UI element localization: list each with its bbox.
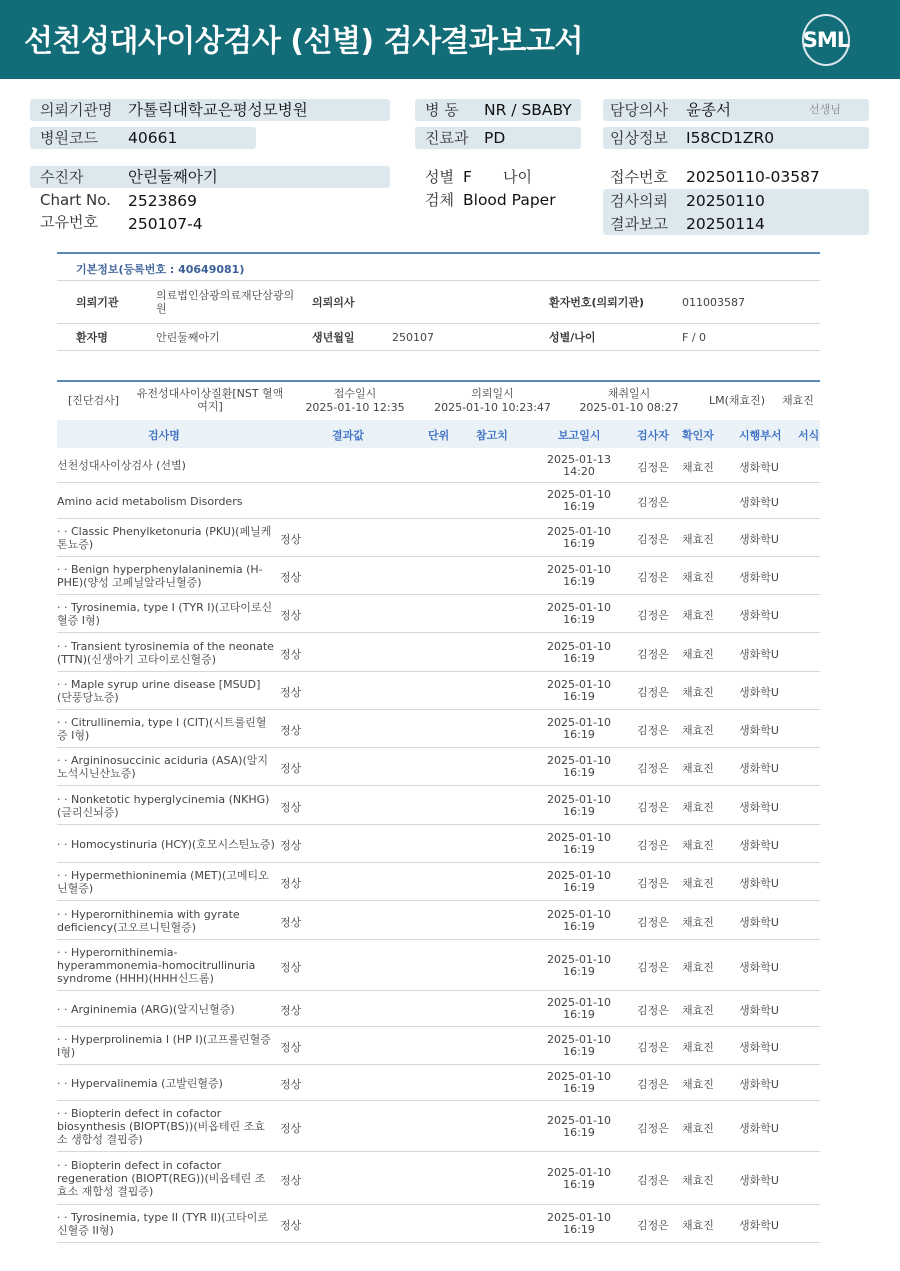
th-ref: 참고치 — [476, 429, 508, 442]
report-datetime — [541, 679, 617, 703]
inst-label: 의뢰기관명 — [40, 101, 113, 119]
confirmer: 채효진 — [682, 1004, 714, 1017]
confirmer: 채효진 — [682, 1078, 714, 1091]
report-time: 16:19 — [563, 1045, 595, 1058]
th-name: 검사명 — [148, 429, 180, 442]
test-name: · · Nonketotic hyperglycinemia (NKHG)(글리신뇌증) — [57, 793, 270, 819]
report-datetime — [541, 454, 617, 478]
test-name: · · Benign hyperphenylalaninemia (H-PHE)(양성 고페닐알라닌혈증) — [57, 563, 263, 589]
table-row — [57, 1205, 820, 1243]
department: 생화학U — [739, 609, 779, 622]
confirmer: 채효진 — [682, 877, 714, 890]
department: 생화학U — [739, 648, 779, 661]
request-label: 검사의뢰 — [610, 192, 668, 210]
examiner: 김정은 — [637, 877, 669, 890]
report-date: 2025-01-13 — [547, 453, 611, 466]
basic-sexage-label: 성별/나이 — [549, 331, 596, 344]
report-time: 16:19 — [563, 690, 595, 703]
report-date: 2025-01-10 — [547, 488, 611, 501]
report-title: 선천성대사이상검사 (선별) 검사결과보고서 — [24, 24, 583, 59]
result-value: 정상 — [280, 648, 302, 661]
report-date: 2025-01-10 — [547, 1211, 611, 1224]
chart-value: 2523869 — [128, 192, 198, 210]
report-date: 2025-01-10 — [547, 678, 611, 691]
result-value: 정상 — [280, 1078, 302, 1091]
examiner: 김정은 — [637, 961, 669, 974]
report-date: 2025-01-10 — [547, 1114, 611, 1127]
report-date: 2025-01-10 — [547, 953, 611, 966]
test-name: · · Homocystinuria (HCY)(호모시스틴뇨증) — [57, 838, 275, 851]
examiner: 김정은 — [637, 724, 669, 737]
doctor-label: 담당의사 — [610, 101, 668, 119]
sex-value: F — [463, 168, 472, 186]
confirmer: 채효진 — [682, 1122, 714, 1135]
result-value: 정상 — [280, 801, 302, 814]
confirmer: 채효진 — [682, 762, 714, 775]
result-value: 정상 — [280, 724, 302, 737]
report-datetime — [541, 1115, 617, 1139]
test-top-line — [57, 380, 820, 382]
test-name: · · Hyperornithinemia with gyrate deficiency(고오르니틴혈증) — [57, 908, 240, 934]
table-row — [57, 991, 820, 1027]
test-name: · · Hyperprolinemia I (HP I)(고프롤린혈증 I형) — [57, 1033, 271, 1059]
report-time: 16:19 — [563, 766, 595, 779]
result-value: 정상 — [280, 1122, 302, 1135]
chart-label: Chart No. — [40, 191, 111, 209]
report-date: 2025-01-10 — [547, 908, 611, 921]
th-form: 서식 — [798, 429, 820, 442]
examiner: 김정은 — [637, 762, 669, 775]
specimen-value: Blood Paper — [463, 191, 556, 209]
examiner: 김정은 — [637, 1078, 669, 1091]
result-value: 정상 — [280, 1004, 302, 1017]
confirmer: 채효진 — [682, 801, 714, 814]
confirmer: 채효진 — [682, 961, 714, 974]
report-datetime — [541, 1071, 617, 1095]
table-row — [57, 483, 820, 519]
table-row — [57, 448, 820, 483]
inst-value: 가톨릭대학교은평성모병원 — [128, 101, 308, 119]
patient-label: 수진자 — [40, 168, 84, 186]
basic-pid-label: 환자번호(의뢰기관) — [549, 296, 645, 309]
confirmer: 채효진 — [682, 686, 714, 699]
report-time: 16:19 — [563, 575, 595, 588]
patient-value: 안린둘째아기 — [128, 168, 218, 186]
test-name: Amino acid metabolism Disorders — [57, 495, 243, 508]
report-datetime — [541, 526, 617, 550]
department: 생화학U — [739, 1004, 779, 1017]
table-row — [57, 633, 820, 672]
basic-inst-value-1: 의료법인삼광의료재단삼광의 — [156, 289, 295, 302]
report-date: 2025-01-10 — [547, 601, 611, 614]
report-date: 2025-01-10 — [547, 1166, 611, 1179]
clinical-label: 임상정보 — [610, 129, 668, 147]
examiner: 김정은 — [637, 686, 669, 699]
report-datetime — [541, 954, 617, 978]
basic-info-title: 기본정보(등록번호 : 40649081) — [76, 263, 245, 276]
report-time: 14:20 — [563, 465, 595, 478]
test-name: · · Hyperornithinemia-hyperammonemia-homocitrullinuria syndrome (HHH)(HHH신드롬) — [57, 946, 256, 985]
test-name: · · Maple syrup urine disease [MSUD](단풍당뇨증) — [57, 678, 261, 704]
examiner: 김정은 — [637, 1174, 669, 1187]
ward-label: 병 동 — [425, 101, 459, 119]
department: 생화학U — [739, 916, 779, 929]
confirmer: 채효진 — [682, 648, 714, 661]
test-name: · · Transient tyrosinemia of the neonate (TTN)(신생아기 고타이로신혈증) — [57, 640, 274, 666]
th-confirmer: 확인자 — [682, 429, 714, 442]
th-unit: 단위 — [428, 429, 450, 442]
report-time: 16:19 — [563, 613, 595, 626]
examiner: 김정은 — [637, 801, 669, 814]
report-time: 16:19 — [563, 1082, 595, 1095]
test-collect-label: 채취일시 — [607, 387, 651, 400]
result-value: 정상 — [280, 609, 302, 622]
report-date: 2025-01-10 — [547, 831, 611, 844]
report-value: 20250114 — [686, 215, 765, 233]
confirmer: 채효진 — [682, 1219, 714, 1232]
report-time: 16:19 — [563, 1008, 595, 1021]
test-name: 선천성대사이상검사 (선별) — [57, 459, 186, 472]
table-row — [57, 940, 820, 991]
report-date: 2025-01-10 — [547, 563, 611, 576]
basic-sexage-value: F / 0 — [682, 331, 707, 344]
table-row — [57, 595, 820, 633]
department: 생화학U — [739, 461, 779, 474]
report-date: 2025-01-10 — [547, 754, 611, 767]
th-result: 결과값 — [332, 429, 364, 442]
report-datetime — [541, 1212, 617, 1236]
table-row — [57, 1152, 820, 1205]
code-label: 병원코드 — [40, 129, 98, 147]
test-lm-name: 채효진 — [782, 394, 814, 407]
examiner: 김정은 — [637, 1004, 669, 1017]
dept-value: PD — [484, 129, 506, 147]
result-value: 정상 — [280, 877, 302, 890]
department: 생화학U — [739, 762, 779, 775]
report-date: 2025-01-10 — [547, 1033, 611, 1046]
code-value: 40661 — [128, 129, 178, 147]
dept-label: 진료과 — [425, 129, 469, 147]
basic-birth-value: 250107 — [392, 331, 434, 344]
table-row — [57, 1027, 820, 1065]
department: 생화학U — [739, 686, 779, 699]
department: 생화학U — [739, 961, 779, 974]
report-datetime — [541, 489, 617, 513]
test-receipt-label: 접수일시 — [333, 387, 377, 400]
request-value: 20250110 — [686, 192, 765, 210]
test-name: · · Citrullinemia, type I (CIT)(시트룰린혈증 I형) — [57, 716, 267, 742]
report-datetime — [541, 641, 617, 665]
examiner: 김정은 — [637, 496, 669, 509]
th-examiner: 검사자 — [637, 429, 669, 442]
examiner: 김정은 — [637, 609, 669, 622]
table-row — [57, 863, 820, 901]
report-date: 2025-01-10 — [547, 793, 611, 806]
th-dept: 시행부서 — [739, 429, 782, 442]
table-row — [57, 1101, 820, 1152]
report-header — [0, 0, 900, 79]
uid-label: 고유번호 — [40, 213, 98, 231]
test-name: · · Hypervalinemia (고발린혈증) — [57, 1077, 223, 1090]
table-row — [57, 557, 820, 595]
examiner: 김정은 — [637, 461, 669, 474]
report-time: 16:19 — [563, 728, 595, 741]
department: 생화학U — [739, 1219, 779, 1232]
uid-value: 250107-4 — [128, 215, 203, 233]
confirmer: 채효진 — [682, 609, 714, 622]
report-time: 16:19 — [563, 1223, 595, 1236]
result-value: 정상 — [280, 1174, 302, 1187]
report-date: 2025-01-10 — [547, 996, 611, 1009]
report-time: 16:19 — [563, 652, 595, 665]
examiner: 김정은 — [637, 1219, 669, 1232]
receipt-value: 20250110-03587 — [686, 168, 820, 186]
basic-pid-value: 011003587 — [682, 296, 745, 309]
report-datetime — [541, 1034, 617, 1058]
examiner: 김정은 — [637, 1041, 669, 1054]
report-date: 2025-01-10 — [547, 1070, 611, 1083]
report-time: 16:19 — [563, 500, 595, 513]
result-value: 정상 — [280, 961, 302, 974]
examiner: 김정은 — [637, 1122, 669, 1135]
department: 생화학U — [739, 571, 779, 584]
test-name: · · Classic Phenylketonuria (PKU)(페닐케톤뇨증) — [57, 525, 272, 551]
test-name: · · Tyrosinemia, type I (TYR I)(고타이로신혈증 I형) — [57, 601, 273, 627]
receipt-label: 접수번호 — [610, 168, 668, 186]
report-date: 2025-01-10 — [547, 525, 611, 538]
test-name-1: 유전성대사이상질환[NST 혈액 — [136, 387, 284, 400]
report-datetime — [541, 717, 617, 741]
basic-top-line — [57, 252, 820, 254]
result-value: 정상 — [280, 1041, 302, 1054]
confirmer: 채효진 — [682, 533, 714, 546]
examiner: 김정은 — [637, 839, 669, 852]
test-name: · · Hypermethioninemia (MET)(고메티오닌혈증) — [57, 869, 269, 895]
basic-divider-2 — [57, 323, 820, 324]
report-time: 16:19 — [563, 920, 595, 933]
basic-doctor-label: 의뢰의사 — [312, 296, 355, 309]
basic-divider-1 — [57, 280, 820, 281]
report-datetime — [541, 909, 617, 933]
department: 생화학U — [739, 839, 779, 852]
result-value: 정상 — [280, 571, 302, 584]
clinical-value: I58CD1ZR0 — [686, 129, 775, 147]
table-row — [57, 748, 820, 786]
test-lm: LM(채효진) — [708, 394, 766, 407]
table-row — [57, 825, 820, 863]
th-date: 보고일시 — [558, 429, 601, 442]
report-datetime — [541, 564, 617, 588]
department: 생화학U — [739, 801, 779, 814]
report-time: 16:19 — [563, 965, 595, 978]
confirmer: 채효진 — [682, 1041, 714, 1054]
department: 생화학U — [739, 1078, 779, 1091]
report-time: 16:19 — [563, 537, 595, 550]
sml-logo-icon — [798, 12, 854, 68]
basic-name-value: 안린둘째아기 — [156, 331, 220, 344]
test-name: · · Biopterin defect in cofactor biosynthesis (BIOPT(BS))(비옵테린 조효소 생합성 결핍증) — [57, 1107, 265, 1146]
sex-label: 성별 — [425, 168, 454, 186]
logo-text: SML — [802, 28, 850, 52]
result-value: 정상 — [280, 686, 302, 699]
examiner: 김정은 — [637, 916, 669, 929]
report-date: 2025-01-10 — [547, 869, 611, 882]
report-datetime — [541, 602, 617, 626]
department: 생화학U — [739, 496, 779, 509]
specimen-label: 검체 — [425, 191, 454, 209]
confirmer: 채효진 — [682, 571, 714, 584]
report-time: 16:19 — [563, 1178, 595, 1191]
result-value: 정상 — [280, 533, 302, 546]
department: 생화학U — [739, 1174, 779, 1187]
report-datetime — [541, 755, 617, 779]
basic-divider-3 — [57, 350, 820, 351]
report-time: 16:19 — [563, 805, 595, 818]
table-row — [57, 901, 820, 940]
test-request-value: 2025-01-10 10:23:47 — [434, 401, 551, 414]
table-row — [57, 786, 820, 825]
confirmer: 채효진 — [682, 724, 714, 737]
examiner: 김정은 — [637, 571, 669, 584]
test-name-2: 여지] — [197, 400, 223, 413]
confirmer: 채효진 — [682, 1174, 714, 1187]
result-value: 정상 — [280, 762, 302, 775]
report-datetime — [541, 997, 617, 1021]
report-time: 16:19 — [563, 881, 595, 894]
department: 생화학U — [739, 1122, 779, 1135]
test-name: · · Argininemia (ARG)(알지닌혈증) — [57, 1003, 235, 1016]
test-name: · · Tyrosinemia, type II (TYR II)(고타이로신혈증 II형) — [57, 1211, 269, 1237]
confirmer: 채효진 — [682, 916, 714, 929]
department: 생화학U — [739, 724, 779, 737]
test-name: · · Biopterin defect in cofactor regeneration (BIOPT(REG))(비옵테린 조효소 재합성 결핍증) — [57, 1159, 266, 1198]
table-row — [57, 672, 820, 710]
basic-birth-label: 생년월일 — [312, 331, 355, 344]
report-datetime — [541, 870, 617, 894]
department: 생화학U — [739, 1041, 779, 1054]
table-row — [57, 519, 820, 557]
report-time: 16:19 — [563, 843, 595, 856]
report-date: 2025-01-10 — [547, 716, 611, 729]
basic-name-label: 환자명 — [76, 331, 108, 344]
report-date: 2025-01-10 — [547, 640, 611, 653]
confirmer: 채효진 — [682, 839, 714, 852]
basic-inst-value-2: 원 — [156, 302, 167, 315]
report-label: 결과보고 — [610, 215, 668, 233]
table-row — [57, 710, 820, 748]
table-row — [57, 1065, 820, 1101]
age-label: 나이 — [503, 168, 532, 186]
result-value: 정상 — [280, 839, 302, 852]
test-receipt-value: 2025-01-10 12:35 — [305, 401, 405, 414]
result-value: 정상 — [280, 916, 302, 929]
department: 생화학U — [739, 533, 779, 546]
test-category: [진단검사] — [68, 394, 120, 407]
report-datetime — [541, 1167, 617, 1191]
examiner: 김정은 — [637, 648, 669, 661]
department: 생화학U — [739, 877, 779, 890]
test-request-label: 의뢰일시 — [471, 387, 514, 400]
basic-inst-label: 의뢰기관 — [76, 296, 119, 309]
ward-value: NR / SBABY — [484, 101, 572, 119]
report-time: 16:19 — [563, 1126, 595, 1139]
confirmer: 채효진 — [682, 461, 714, 474]
test-collect-value: 2025-01-10 08:27 — [579, 401, 679, 414]
report-datetime — [541, 794, 617, 818]
examiner: 김정은 — [637, 533, 669, 546]
test-name: · · Argininosuccinic aciduria (ASA)(알지노석시닌산뇨증) — [57, 754, 269, 780]
doctor-suffix: 선생님 — [809, 103, 841, 116]
doctor-value: 윤종서 — [686, 101, 731, 119]
report-datetime — [541, 832, 617, 856]
result-value: 정상 — [280, 1219, 302, 1232]
